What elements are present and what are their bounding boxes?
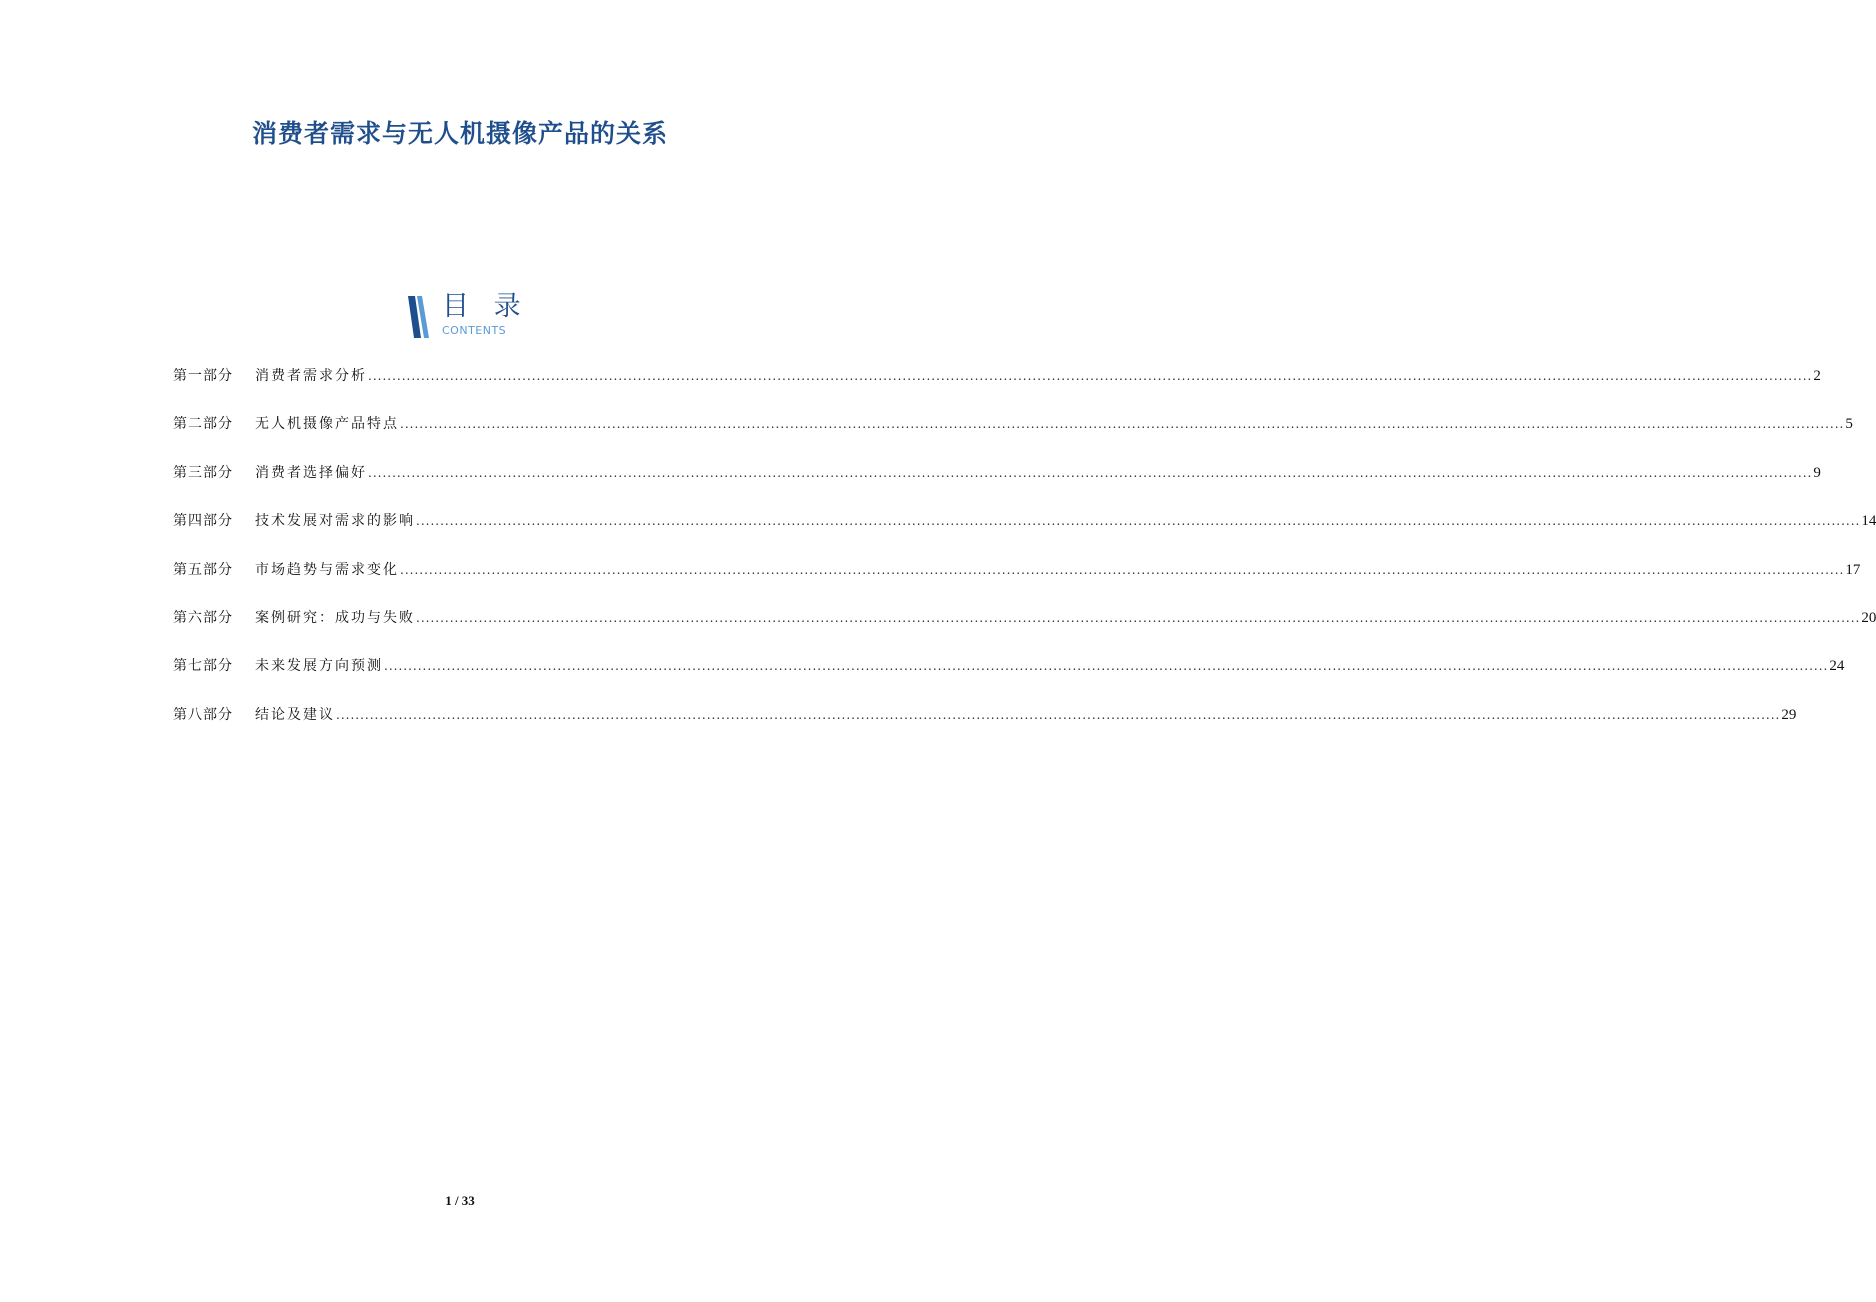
toc-entry-1[interactable] xyxy=(173,366,1821,414)
toc-entry-title: 结论及建议 xyxy=(255,706,335,723)
toc-dot-leader: ............................................................................................................................................................................................................................................................................................................ xyxy=(368,465,1813,480)
toc-page-number: 9 xyxy=(1813,464,1821,481)
toc-page-number: 5 xyxy=(1845,416,1853,433)
toc-entry-6[interactable] xyxy=(173,608,1876,656)
toc-entry-7[interactable] xyxy=(173,656,1845,704)
toc-part-label: 第六部分 xyxy=(173,609,233,626)
toc-entry-title: 未来发展方向预测 xyxy=(255,658,383,675)
toc-heading: 目 录 xyxy=(442,291,529,322)
toc-part-label: 第三部分 xyxy=(173,464,233,481)
toc-list xyxy=(173,366,1876,753)
toc-dot-leader: ............................................................................................................................................................................................................................................................................................................ xyxy=(416,610,1861,625)
toc-part-label: 第八部分 xyxy=(173,706,233,723)
toc-part-label: 第一部分 xyxy=(173,368,233,384)
toc-page-number: 14 xyxy=(1861,513,1876,530)
toc-dot-leader: ............................................................................................................................................................................................................................................................................................................ xyxy=(400,417,1845,432)
toc-entry-2[interactable] xyxy=(173,414,1853,462)
toc-page-number: 20 xyxy=(1861,609,1876,626)
toc-dot-leader: ............................................................................................................................................................................................................................................................................................................ xyxy=(368,369,1813,383)
toc-entry-title: 消费者选择偏好 xyxy=(255,464,367,481)
toc-part-label: 第五部分 xyxy=(173,561,233,578)
toc-emblem-icon xyxy=(404,294,434,340)
toc-page-number: 17 xyxy=(1845,561,1861,578)
toc-header xyxy=(404,292,534,342)
toc-entry-title: 技术发展对需求的影响 xyxy=(255,513,415,530)
toc-part-label: 第二部分 xyxy=(173,416,233,433)
toc-entry-5[interactable] xyxy=(173,560,1861,608)
toc-entry-title: 消费者需求分析 xyxy=(255,368,367,384)
toc-entry-title: 案例研究：成功与失败 xyxy=(255,609,415,626)
toc-heading-sub: CONTENTS xyxy=(442,324,507,337)
toc-page-number: 24 xyxy=(1829,658,1845,675)
toc-page-number: 2 xyxy=(1813,368,1821,384)
toc-entry-3[interactable] xyxy=(173,463,1821,511)
toc-dot-leader: ............................................................................................................................................................................................................................................................................................................ xyxy=(400,562,1845,577)
toc-part-label: 第四部分 xyxy=(173,513,233,530)
toc-entry-title: 市场趋势与需求变化 xyxy=(255,561,399,578)
toc-page-number: 29 xyxy=(1781,706,1797,723)
toc-dot-leader: ............................................................................................................................................................................................................................................................................................................ xyxy=(336,707,1781,722)
toc-entry-8[interactable] xyxy=(173,705,1797,753)
toc-part-label: 第七部分 xyxy=(173,658,233,675)
page-indicator: 1 / 33 xyxy=(445,1193,475,1208)
document-title: 消费者需求与无人机摄像产品的关系 xyxy=(251,119,668,148)
toc-dot-leader: ............................................................................................................................................................................................................................................................................................................ xyxy=(416,514,1861,529)
toc-dot-leader: ............................................................................................................................................................................................................................................................................................................ xyxy=(384,659,1829,674)
toc-entry-title: 无人机摄像产品特点 xyxy=(255,416,399,433)
toc-entry-4[interactable] xyxy=(173,511,1876,559)
